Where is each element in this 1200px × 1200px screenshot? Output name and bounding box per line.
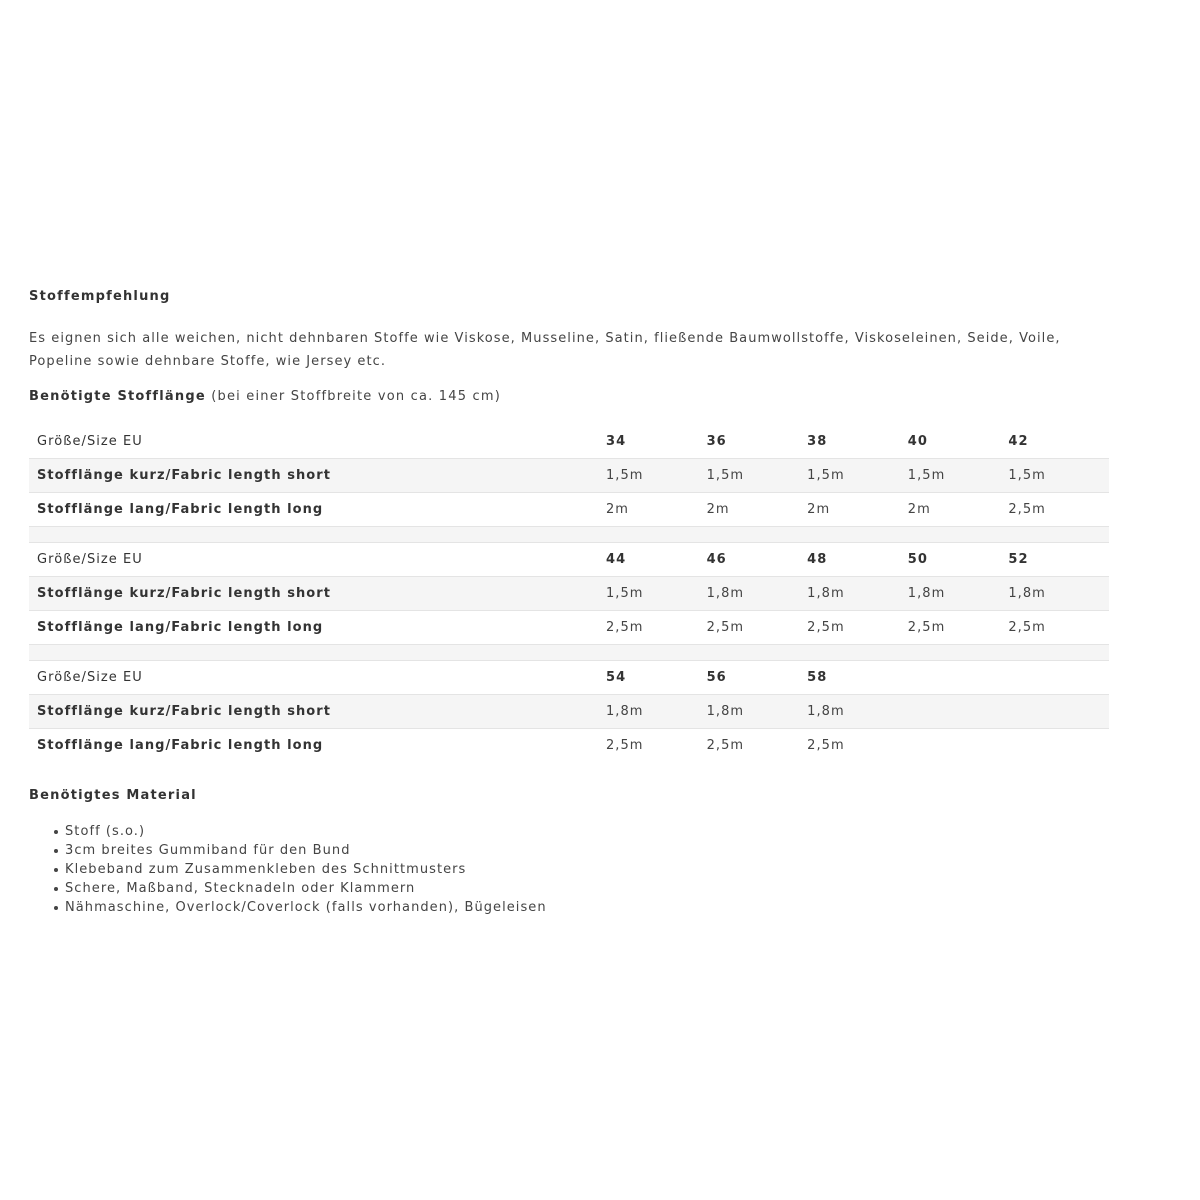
table-spacer-row	[29, 645, 1109, 661]
long-length-cell: 2,5m	[706, 738, 745, 753]
fabric-length-table	[29, 425, 1109, 762]
long-length-cell: 2m	[606, 493, 707, 527]
size-row-label: Größe/Size EU	[29, 661, 606, 695]
list-item: Nähmaschine, Overlock/Coverlock (falls vorhanden), Bügeleisen	[65, 898, 1110, 917]
short-length-label: Stofflänge kurz/Fabric length short	[29, 695, 606, 729]
size-cell: 52	[1008, 543, 1109, 577]
long-length-cell: 2,5m	[1008, 611, 1109, 645]
fabric-recommendation-title: Stoffempfehlung	[29, 289, 171, 304]
long-length-cell	[908, 729, 1009, 763]
long-length-cell: 2m	[707, 493, 808, 527]
short-length-cell: 1,5m	[908, 459, 1009, 493]
size-row	[29, 661, 1109, 695]
size-row	[29, 425, 1109, 459]
short-length-cell: 1,8m	[707, 577, 808, 611]
long-length-cell	[1008, 729, 1109, 763]
size-cell: 56	[707, 661, 808, 695]
short-length-cell	[1008, 695, 1109, 729]
size-cell: 40	[908, 425, 1009, 459]
short-length-cell: 1,5m	[606, 577, 707, 611]
short-length-cell: 1,8m	[606, 695, 707, 729]
short-length-cell: 1,8m	[807, 577, 908, 611]
long-length-cell: 2,5m	[807, 738, 845, 753]
table-spacer-row	[29, 527, 1109, 543]
short-length-cell: 1,8m	[1008, 577, 1109, 611]
size-cell: 42	[1008, 425, 1109, 459]
short-length-row	[29, 695, 1109, 729]
long-length-cell: 2,5m	[807, 611, 908, 645]
long-length-cell: 2,5m	[1008, 493, 1109, 527]
size-cell: 50	[908, 543, 1009, 577]
long-length-row	[29, 493, 1109, 527]
size-cell: 46	[707, 543, 808, 577]
long-length-label: Stofflänge lang/Fabric length long	[37, 738, 324, 753]
size-cell: 54	[606, 661, 707, 695]
fabric-length-heading	[29, 387, 1110, 407]
size-cell: 48	[807, 543, 908, 577]
list-item: Klebeband zum Zusammenkleben des Schnittmusters	[65, 860, 1110, 879]
long-length-label: Stofflänge lang/Fabric length long	[29, 611, 606, 645]
size-cell	[1008, 661, 1109, 695]
long-length-cell: 2m	[908, 493, 1009, 527]
size-row-label: Größe/Size EU	[29, 543, 606, 577]
list-item: 3cm breites Gummiband für den Bund	[65, 841, 1110, 860]
short-length-row	[29, 459, 1109, 493]
short-length-cell: 1,5m	[807, 459, 908, 493]
list-item: Stoff (s.o.)	[65, 822, 1110, 841]
size-cell: 38	[807, 425, 908, 459]
long-length-cell: 2,5m	[605, 738, 644, 753]
short-length-label: Stofflänge kurz/Fabric length short	[29, 577, 606, 611]
fabric-length-title: Benötigte Stofflänge	[29, 389, 206, 404]
long-length-cell: 2m	[807, 493, 908, 527]
short-length-cell: 1,8m	[807, 695, 908, 729]
long-length-cell: 2,5m	[606, 611, 707, 645]
short-length-cell: 1,5m	[1008, 459, 1109, 493]
size-cell	[908, 661, 1009, 695]
material-list	[29, 822, 1110, 917]
size-row	[29, 543, 1109, 577]
size-cell: 36	[707, 425, 808, 459]
size-row-label: Größe/Size EU	[29, 425, 606, 459]
product-description	[29, 287, 1110, 917]
size-cell: 34	[606, 425, 707, 459]
size-cell: 58	[807, 661, 908, 695]
long-length-cell: 2,5m	[707, 611, 808, 645]
long-length-cell: 2,5m	[908, 611, 1009, 645]
short-length-cell: 1,8m	[908, 577, 1009, 611]
fabric-recommendation-text: Es eignen sich alle weichen, nicht dehnbaren Stoffe wie Viskose, Musseline, Satin, fließende Baumwollstoffe, Viskoseleinen, Seide, Voile, Popeline sowie dehnbare Stoffe, wie Jersey etc.	[29, 331, 1061, 369]
long-length-label: Stofflänge lang/Fabric length long	[29, 493, 606, 527]
size-cell: 44	[606, 543, 707, 577]
list-item: Schere, Maßband, Stecknadeln oder Klammern	[65, 879, 1110, 898]
short-length-cell: 1,5m	[606, 459, 707, 493]
short-length-row	[29, 577, 1109, 611]
long-length-row	[29, 729, 1109, 763]
long-length-row	[29, 611, 1109, 645]
material-title: Benötigtes Material	[29, 788, 197, 803]
short-length-cell	[908, 695, 1009, 729]
short-length-label: Stofflänge kurz/Fabric length short	[29, 459, 606, 493]
short-length-cell: 1,5m	[707, 459, 808, 493]
fabric-width-note: (bei einer Stoffbreite von ca. 145 cm)	[211, 389, 502, 404]
short-length-cell: 1,8m	[707, 695, 808, 729]
